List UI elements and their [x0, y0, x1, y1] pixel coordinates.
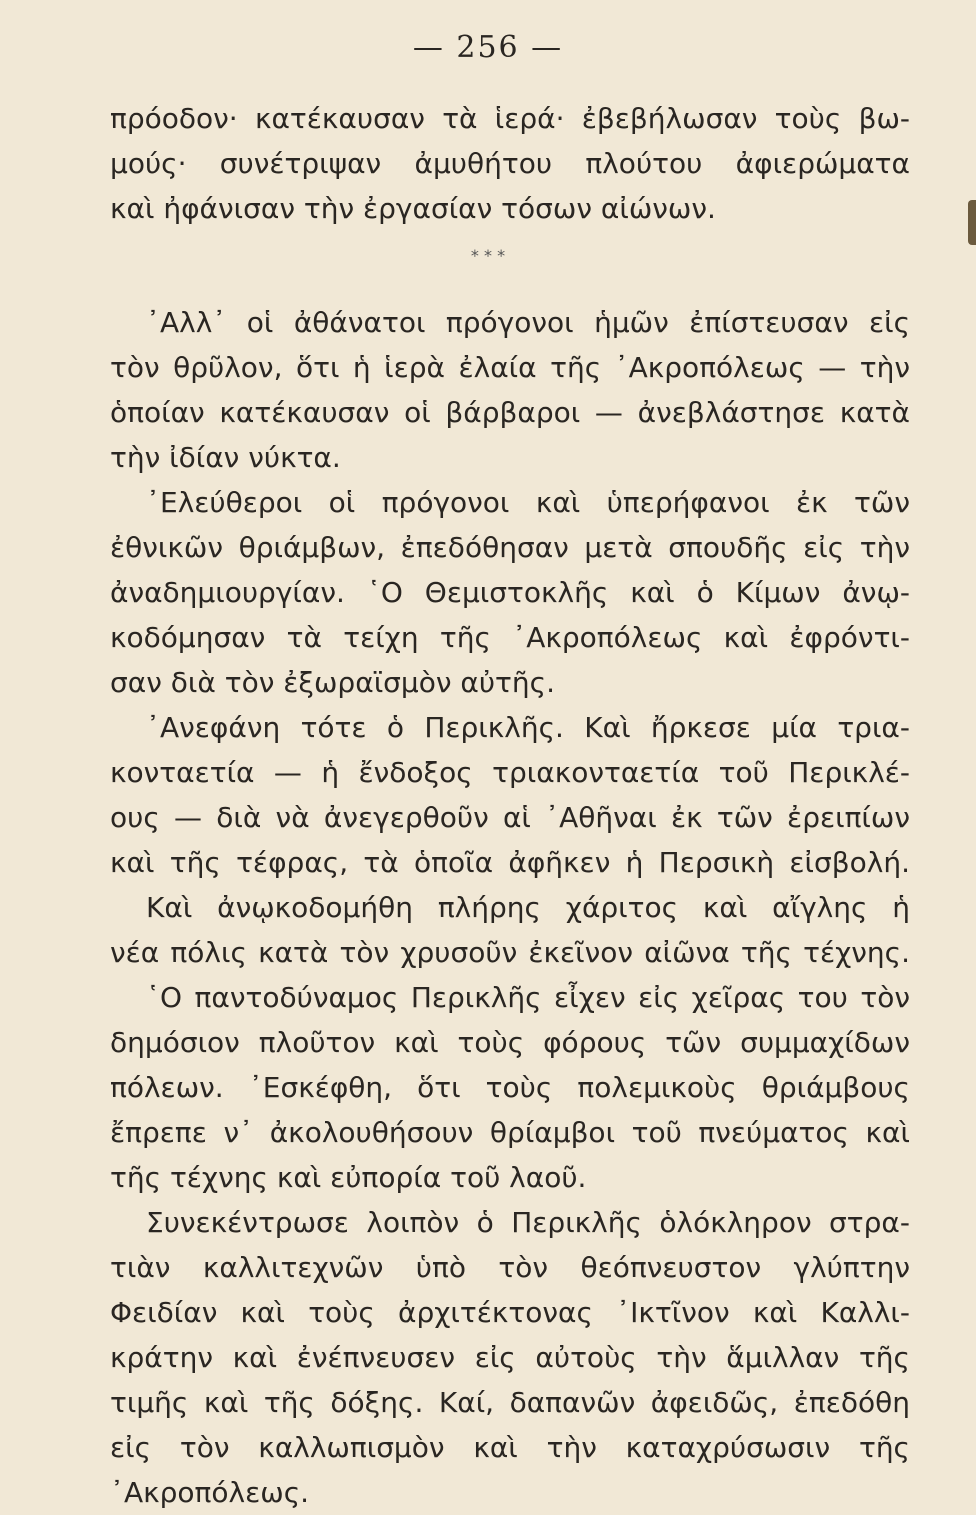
main-text: [110, 300, 910, 1515]
text-line: ἔπρεπε ν᾿ ἀκολουθήσουν θρίαμβοι τοῦ πνεύματος καὶ: [110, 1116, 910, 1149]
page-edge-mark: [968, 200, 976, 245]
text-line: πρόοδον· κατέκαυσαν τὰ ἱερά· ἐβεβήλωσαν τοὺς βω-: [110, 102, 910, 135]
text-line: τὸν θρῦλον, ὅτι ἡ ἱερὰ ἐλαία τῆς ᾿Ακροπόλεως — τὴν: [110, 351, 910, 384]
text-line: κονταετία — ἡ ἔνδοξος τριακονταετία τοῦ Περικλέ-: [110, 756, 910, 789]
text-line: ὁποίαν κατέκαυσαν οἱ βάρβαροι — ἀνεβλάστησε κατὰ: [110, 396, 910, 429]
text-line: καὶ ἠφάνισαν τὴν ἐργασίαν τόσων αἰώνων.: [110, 192, 716, 225]
text-line: ᾿Ανεφάνη τότε ὁ Περικλῆς. Καὶ ἤρκεσε μία τρια-: [146, 711, 910, 744]
text-line: κοδόμησαν τὰ τείχη τῆς ᾿Ακροπόλεως καὶ ἐφρόντι-: [110, 621, 910, 654]
text-line: ους — διὰ νὰ ἀνεγερθοῦν αἱ ᾿Αθῆναι ἐκ τῶν ἐρειπίων: [110, 801, 910, 834]
text-line: μούς· συνέτριψαν ἀμυθήτου πλούτου ἀφιερώματα: [110, 147, 910, 180]
text-line: σαν διὰ τὸν ἐξωραϊσμὸν αὐτῆς.: [110, 666, 555, 699]
text-line: τῆς τέχνης καὶ εὐπορία τοῦ λαοῦ.: [110, 1161, 587, 1194]
text-line: νέα πόλις κατὰ τὸν χρυσοῦν ἐκεῖνον αἰῶνα τῆς τέχνης.: [110, 936, 910, 969]
text-line: ῾Ο παντοδύναμος Περικλῆς εἶχεν εἰς χεῖρας του τὸν: [146, 981, 910, 1014]
page-number: — 256 —: [412, 30, 564, 65]
text-line: πόλεων. ᾿Εσκέφθη, ὅτι τοὺς πολεμικοὺς θριάμβους: [110, 1071, 910, 1104]
text-line: καὶ τῆς τέφρας, τὰ ὁποῖα ἀφῆκεν ἡ Περσικὴ εἰσβολή.: [110, 846, 910, 879]
text-line: εἰς τὸν καλλωπισμὸν καὶ τὴν καταχρύσωσιν τῆς: [110, 1431, 910, 1464]
text-line: Συνεκέντρωσε λοιπὸν ὁ Περικλῆς ὁλόκληρον στρα-: [146, 1206, 910, 1239]
text-line: τὴν ἰδίαν νύκτα.: [110, 441, 341, 474]
text-line: δημόσιον πλοῦτον καὶ τοὺς φόρους τῶν συμμαχίδων: [110, 1026, 910, 1059]
text-line: ᾿Αλλ᾿ οἱ ἀθάνατοι πρόγονοι ἡμῶν ἐπίστευσαν εἰς: [146, 306, 910, 339]
text-line: ᾿Ακροπόλεως.: [110, 1476, 310, 1509]
paragraph-continuation: [110, 96, 910, 231]
text-line: ἀναδημιουργίαν. ῾Ο Θεμιστοκλῆς καὶ ὁ Κίμων ἀνῳ-: [110, 576, 910, 609]
text-line: τιὰν καλλιτεχνῶν ὑπὸ τὸν θεόπνευστον γλύπτην: [110, 1251, 910, 1284]
text-line: ᾿Ελεύθεροι οἱ πρόγονοι καὶ ὑπερήφανοι ἐκ τῶν: [146, 486, 910, 519]
text-line: ἐθνικῶν θριάμβων, ἐπεδόθησαν μετὰ σπουδῆς εἰς τὴν: [110, 531, 910, 564]
section-asterism: * * *: [470, 246, 506, 265]
text-line: Φειδίαν καὶ τοὺς ἀρχιτέκτονας ᾿Ικτῖνον καὶ Καλλι-: [110, 1296, 910, 1329]
text-line: Καὶ ἀνῳκοδομήθη πλήρης χάριτος καὶ αἴγλης ἡ: [146, 891, 910, 924]
text-line: τιμῆς καὶ τῆς δόξης. Καί, δαπανῶν ἀφειδῶς, ἐπεδόθη: [110, 1386, 910, 1419]
text-line: κράτην καὶ ἐνέπνευσεν εἰς αὐτοὺς τὴν ἅμιλλαν τῆς: [110, 1341, 910, 1374]
